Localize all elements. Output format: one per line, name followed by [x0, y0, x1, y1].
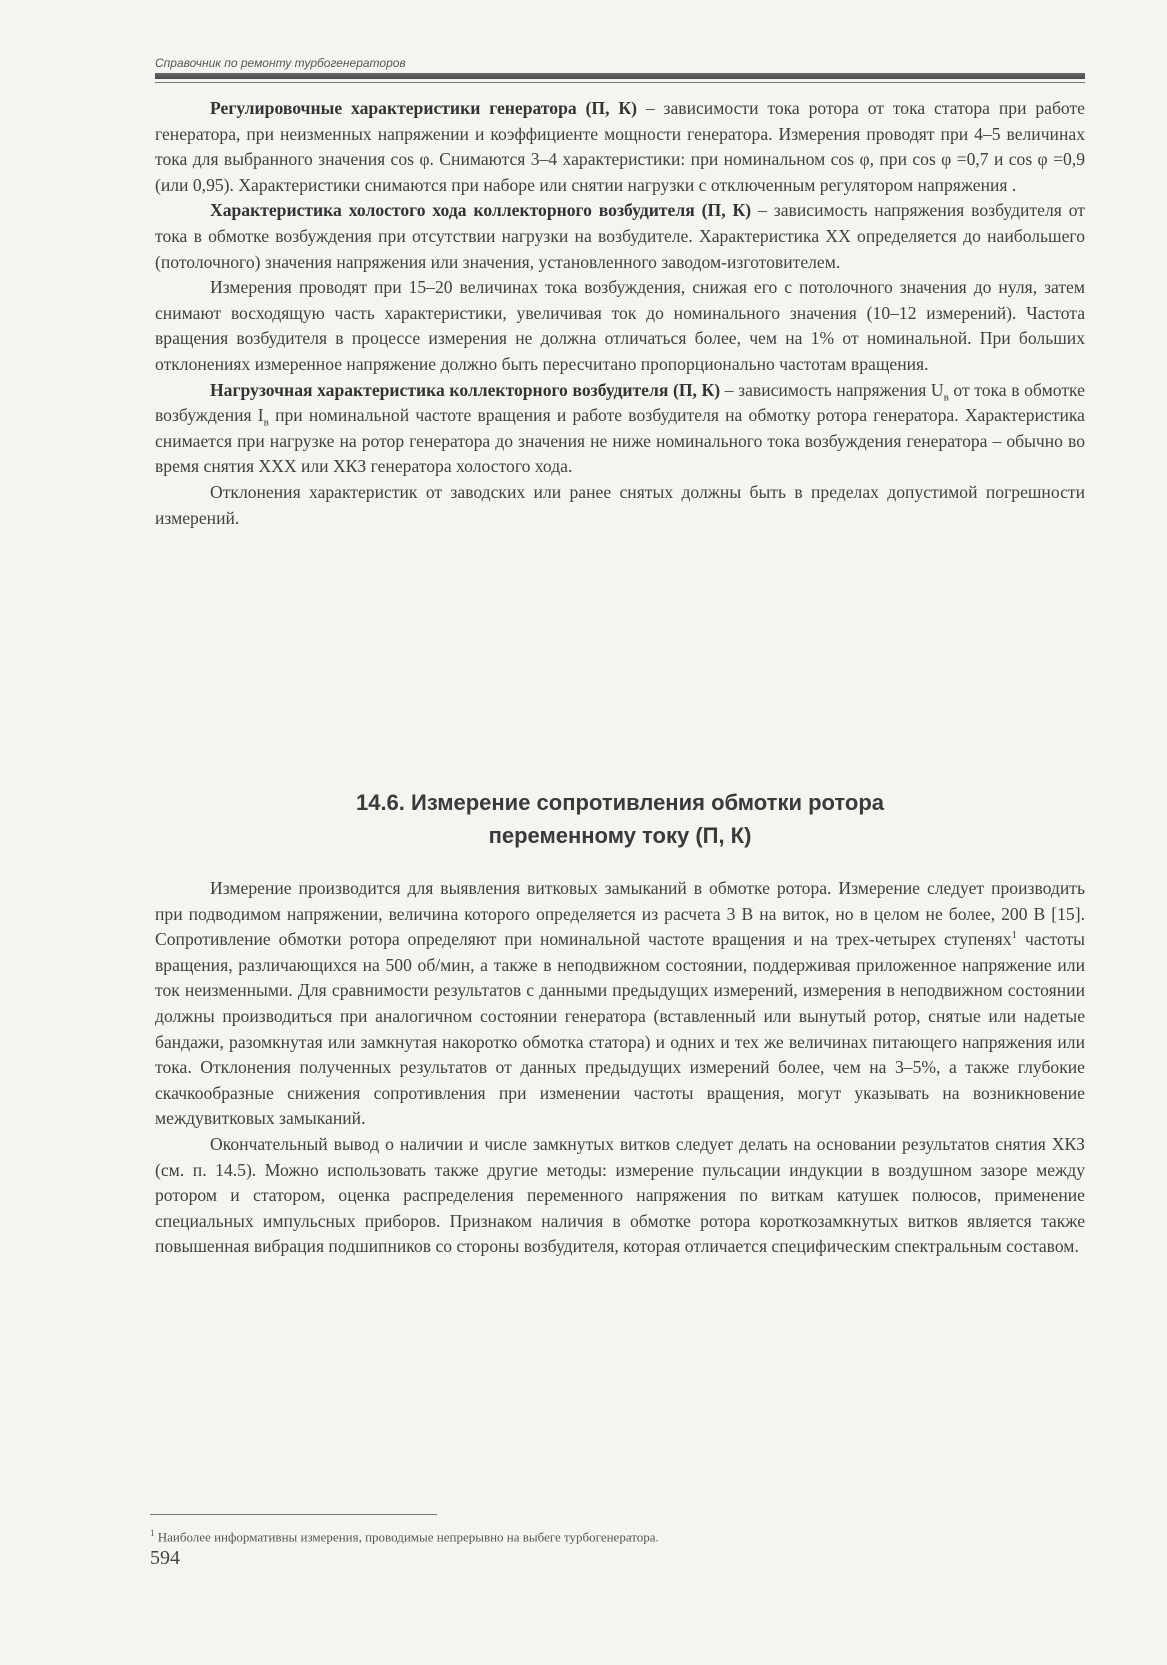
paragraph-text: Измерение производится для выявления витковых замыканий в обмотке ротора. Измерение следует производить при подводимом напряжении, величина которого определяется из расчета 3 В на виток, но в целом не более, 200 В [15]. Сопротивление обмотки ротора определяют при номинальной частоте вращения и на трех-четырех ступенях [155, 878, 1085, 950]
paragraph-text: – зависимость напряжения возбудителя от тока в обмотке возбуждения при отсутствии нагрузки на возбудителе. Характеристика XX определяется до наибольшего (потолочного) значения напряжения или значения, установленного заводом-изготовителем. [155, 200, 1086, 272]
paragraph-text: Измерения проводят при 15–20 величинах тока возбуждения, снижая его с потолочного значения до нуля, затем снимают восходящую часть характеристики, увеличивая ток до номинального значения (10–12 измерений). Частота вращения возбудителя в процессе измерения не должна отличаться более, чем на 1% от номинальной. При больших отклонениях измеренное напряжение должно быть пересчитано пропорционально частотам вращения. [155, 277, 1085, 374]
paragraph-text: Окончательный вывод о наличии и числе замкнутых витков следует делать на основании результатов снятия ХКЗ (см. п. 14.5). Можно использовать также другие методы: измерение пульсации индукции в воздушном зазоре между ротором и статором, оценка распределения переменного напряжения по виткам катушек полюсов, применение специальных импульсных приборов. Признаком наличия в обмотке ротора короткозамкнутых витков является также повышенная вибрация подшипников со стороны возбудителя, которая отличается специфическим спектральным составом. [155, 1133, 1085, 1257]
text-block-section [155, 876, 1085, 1260]
paragraph-text: от тока в обмотке возбуждения I [155, 379, 1085, 426]
running-header: Справочник по ремонту турбогенераторов [155, 56, 406, 70]
paragraph-no-load-characteristic [155, 198, 1085, 275]
text-block-top [155, 96, 1085, 531]
section-heading [155, 786, 1085, 852]
paragraph-lead: Характеристика холостого хода коллекторного возбудителя (П, К) [210, 200, 752, 221]
section-heading-line: переменному току (П, К) [488, 823, 752, 848]
page-number: 594 [150, 1547, 180, 1569]
footnote-mark: 1 [150, 1528, 155, 1538]
paragraph-measurement-method [155, 876, 1085, 1132]
paragraph-adjustment-characteristics [155, 96, 1085, 198]
subscript: в [943, 391, 949, 404]
paragraph-measurements [155, 275, 1085, 377]
footnote-text: Наиболее информативны измерения, проводимые непрерывно на выбеге турбогенератора. [154, 1529, 659, 1545]
footnote [150, 1528, 1080, 1545]
paragraph-text: при номинальной частоте вращения и работе возбудителя на обмотку ротора генератора. Характеристика снимается при нагрузке на ротор генератора до значения не ниже номинального тока возбуждения генератора – обычно во время снятия ХХХ или ХКЗ генератора холостого хода. [155, 405, 1085, 477]
section-heading-line: 14.6. Измерение сопротивления обмотки ротора [355, 790, 885, 815]
paragraph-text: частоты вращения, различающихся на 500 об/мин, а также в неподвижном состоянии, поддерживая приложенное напряжение или ток неизменными. Для сравнимости результатов с данными предыдущих измерений, измерения в неподвижном состоянии должны производиться при аналогичном состоянии генератора (вставленный или вынутый ротор, снятые или надетые бандажи, разомкнутая или замкнутая накоротко обмотка статора) и одних и тех же величинах питающего напряжения или тока. Отклонения полученных результатов от данных предыдущих измерений более, чем на 3–5%, а также глубокие скачкообразные снижения сопротивления при изменении частоты вращения, могут указывать на возникновение междувитковых замыканий. [155, 929, 1085, 1129]
subscript: в [263, 416, 269, 429]
footnote-rule [150, 1514, 437, 1515]
paragraph-text: Отклонения характеристик от заводских или ранее снятых должны быть в пределах допустимой погрешности измерений. [155, 481, 1085, 528]
paragraph-lead: Регулировочные характеристики генератора (П, К) [210, 98, 637, 118]
header-rule [155, 73, 1085, 79]
paragraph-text: – зависимость напряжения U [720, 379, 944, 400]
paragraph-deviations [155, 480, 1085, 531]
footnote-reference: 1 [1011, 929, 1018, 942]
paragraph-conclusion [155, 1132, 1085, 1260]
header-rule-thin [155, 82, 1085, 83]
paragraph-lead: Нагрузочная характеристика коллекторного возбудителя (П, К) [210, 379, 721, 400]
paragraph-text: – зависимости тока ротора от тока статора при работе генератора, при неизменных напряжении и коэффициенте мощности генератора. Измерения проводят при 4–5 величинах тока для выбранного значения cos φ. Снимаются 3–4 характеристики: при номинальном cos φ, при cos φ =0,7 и cos φ =0,9 (или 0,95). Характеристики снимаются при наборе или снятии нагрузки с отключенным регулятором напряжения . [155, 98, 1085, 195]
paragraph-load-characteristic [155, 378, 1085, 480]
